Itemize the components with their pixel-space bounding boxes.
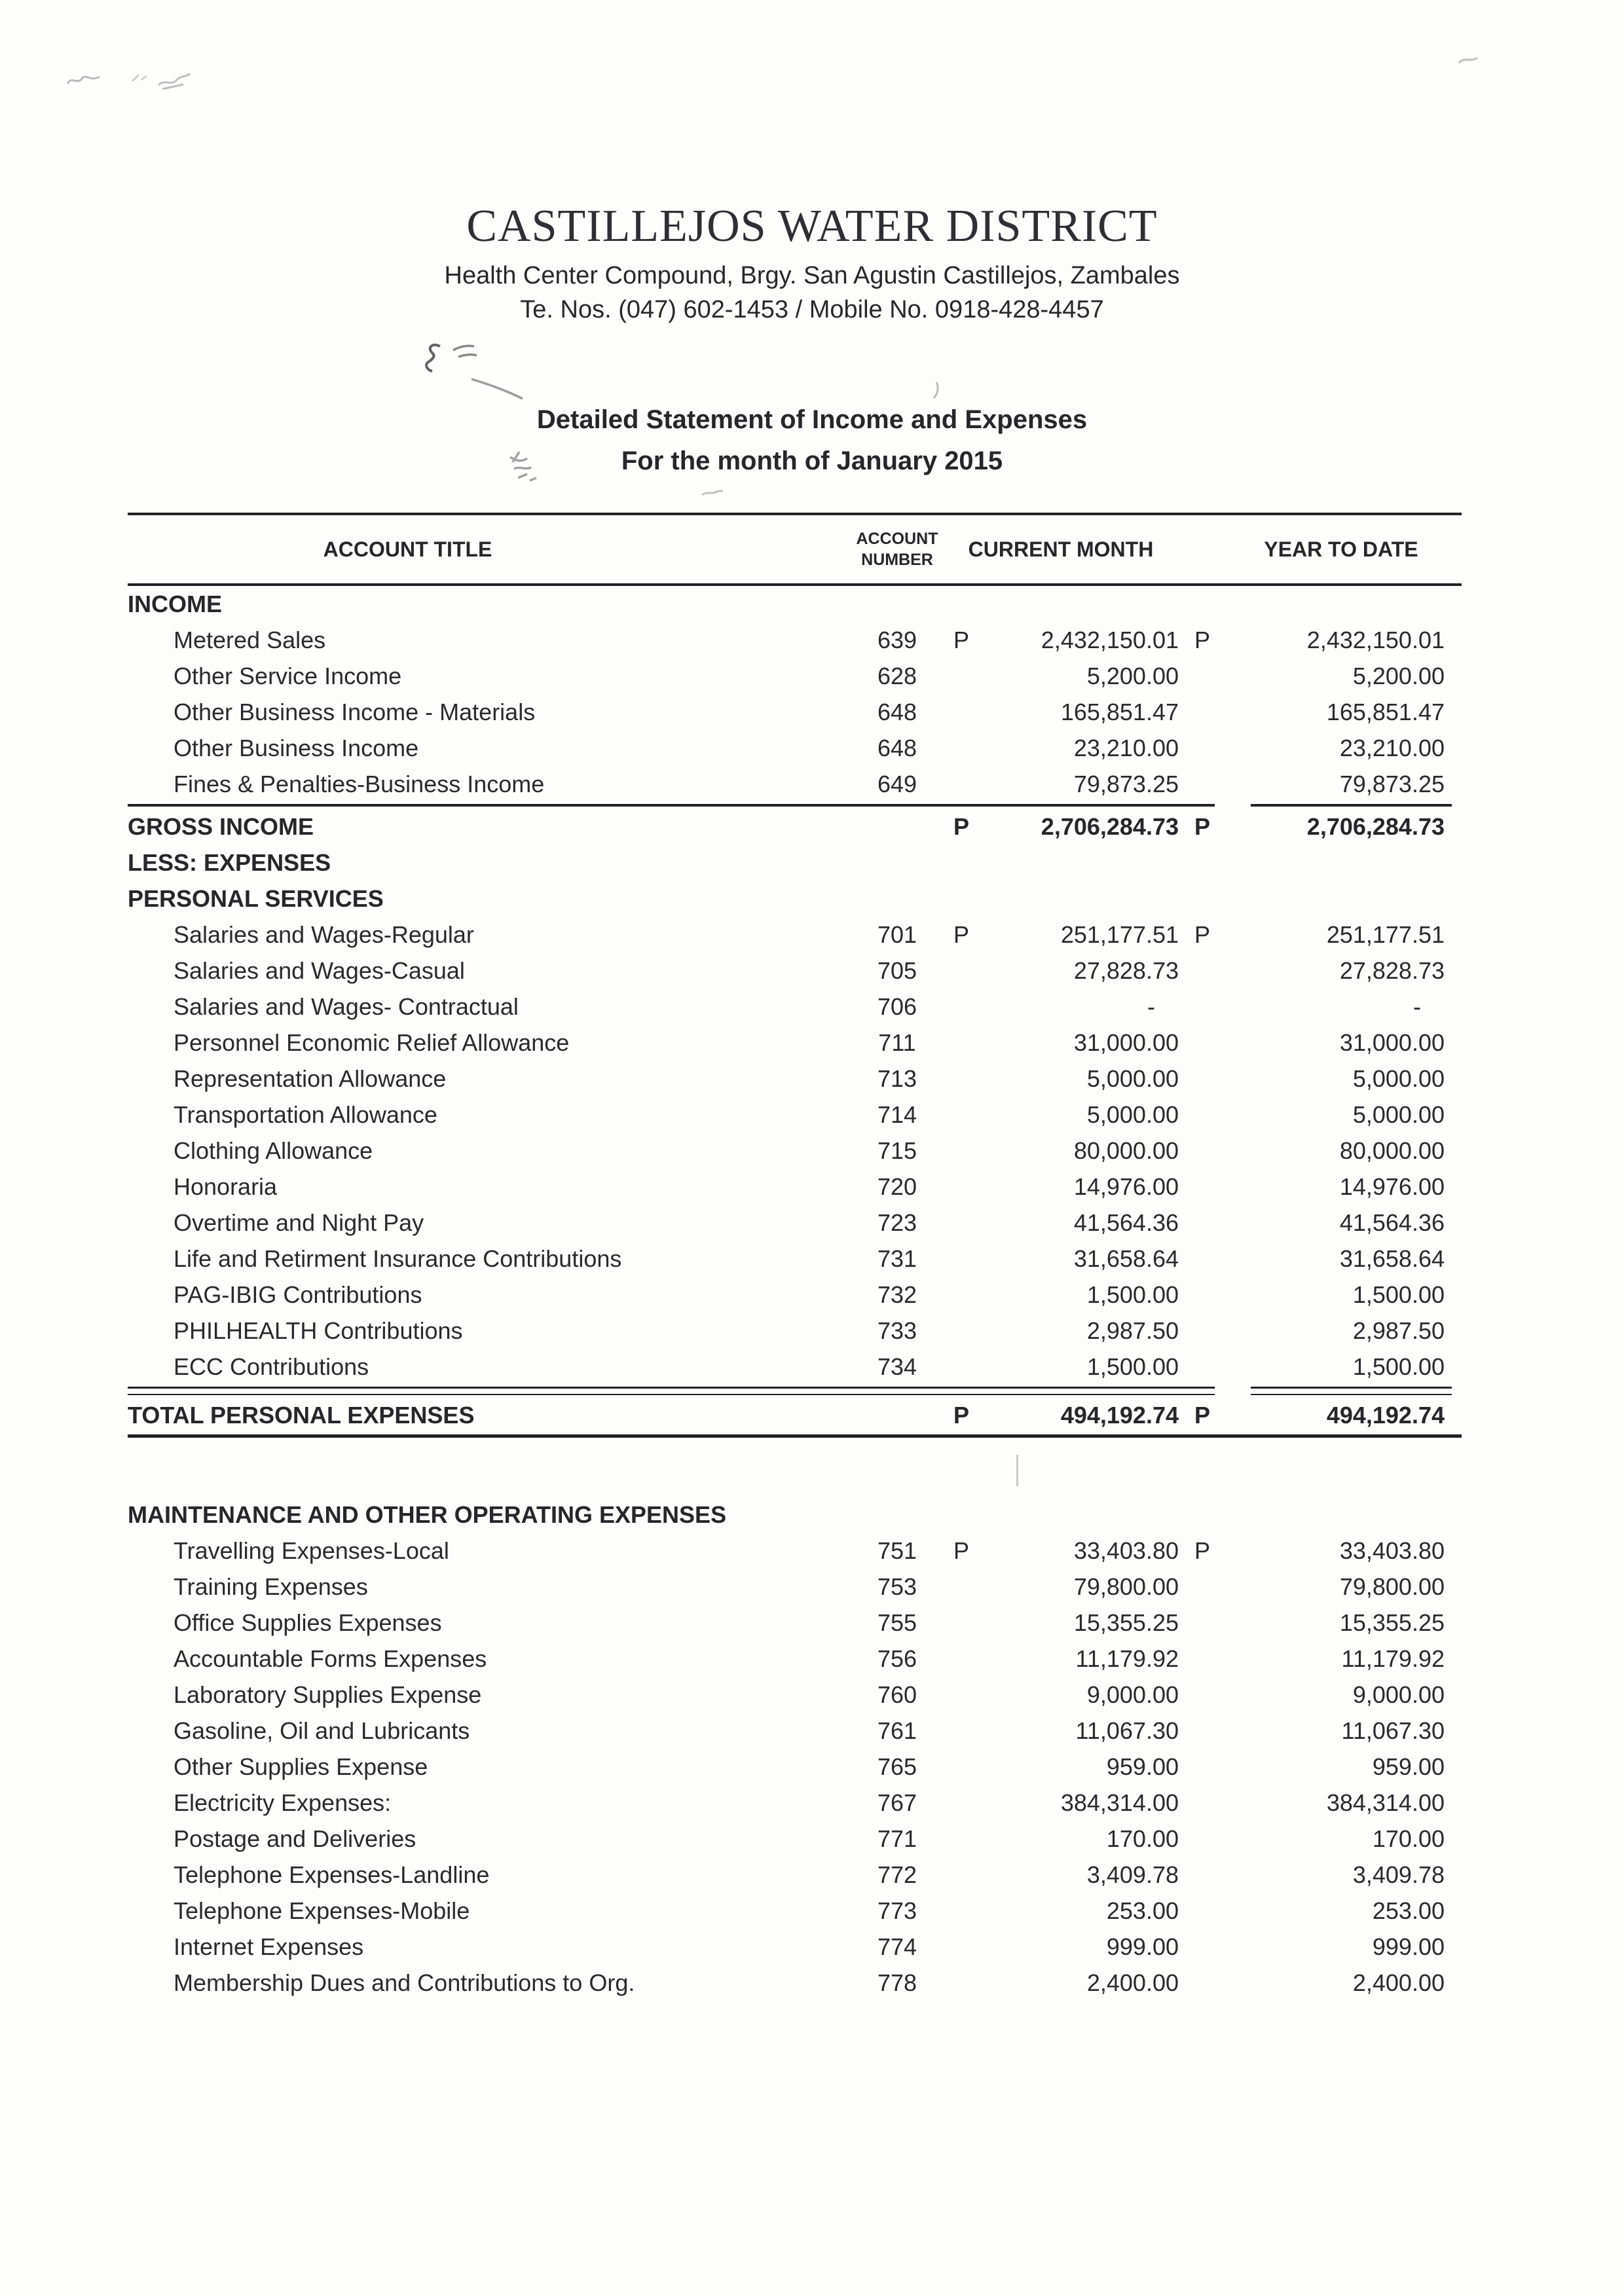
table-row	[128, 1061, 1462, 1097]
account-title-cell: Office Supplies Expenses	[174, 1609, 442, 1636]
account-number-cell: 734	[877, 1353, 917, 1380]
year-to-date-cell: 5,000.00	[1352, 1101, 1445, 1128]
pen-mark	[419, 337, 563, 409]
year-to-date-cell: 2,706,284.73	[1306, 812, 1445, 840]
account-number-cell: 772	[877, 1861, 917, 1888]
year-to-date-cell: 5,000.00	[1352, 1065, 1445, 1092]
section-label: LESS: EXPENSES	[128, 849, 331, 876]
table-spacer	[128, 1438, 1462, 1497]
year-to-date-cell: 11,179.92	[1341, 1645, 1445, 1672]
account-number-cell: 760	[877, 1681, 917, 1708]
account-number-cell: 732	[877, 1281, 917, 1308]
pencil-mark	[1455, 51, 1492, 71]
current-month-cell: 253.00	[1106, 1897, 1179, 1924]
account-number-cell: 720	[877, 1173, 917, 1200]
year-to-date-cell: 9,000.00	[1352, 1681, 1445, 1708]
current-month-cell: 5,000.00	[1086, 1065, 1179, 1092]
account-title-cell: Life and Retirment Insurance Contributions	[174, 1245, 622, 1272]
table-row	[128, 622, 1462, 658]
account-number-cell: 648	[877, 734, 917, 761]
account-number-cell: 706	[877, 993, 917, 1020]
account-number-cell: 733	[877, 1317, 917, 1344]
current-month-cell: 27,828.73	[1073, 957, 1179, 984]
account-number-cell: 711	[878, 1029, 916, 1056]
current-month-cell: 9,000.00	[1086, 1681, 1179, 1708]
current-month-header: CURRENT MONTH	[968, 537, 1154, 561]
current-month-cell: 33,403.80	[1073, 1537, 1179, 1564]
table-row	[128, 1349, 1462, 1385]
current-month-cell: 41,564.36	[1073, 1209, 1179, 1236]
current-month-cell: 11,067.30	[1075, 1717, 1179, 1744]
current-month-cell: 23,210.00	[1073, 734, 1179, 761]
account-title-cell: Training Expenses	[174, 1573, 368, 1600]
table-row	[128, 1785, 1462, 1821]
year-to-date-cell: 2,987.50	[1352, 1317, 1445, 1344]
year-to-date-cell: 23,210.00	[1339, 734, 1445, 761]
account-title-cell: Postage and Deliveries	[174, 1825, 416, 1852]
peso-sign: P	[953, 1537, 970, 1564]
account-number-cell: 639	[877, 626, 917, 653]
year-to-date-cell: -	[1413, 993, 1421, 1020]
current-month-cell: 79,800.00	[1073, 1573, 1179, 1600]
year-to-date-cell: 15,355.25	[1339, 1609, 1445, 1636]
current-month-cell: 14,976.00	[1073, 1173, 1179, 1200]
account-number-cell: 715	[877, 1137, 917, 1164]
peso-sign: P	[953, 812, 970, 840]
peso-sign: P	[953, 920, 970, 948]
year-to-date-cell: 170.00	[1372, 1825, 1445, 1852]
account-title-cell: Salaries and Wages-Regular	[174, 920, 474, 948]
year-to-date-cell: 1,500.00	[1352, 1353, 1445, 1380]
account-number-cell: 648	[877, 698, 917, 725]
account-title-cell: Other Business Income	[174, 734, 419, 761]
peso-sign: P	[953, 1401, 970, 1429]
table-row	[128, 1097, 1462, 1133]
rule-segment	[128, 804, 1215, 807]
table-row	[128, 1241, 1462, 1277]
table-row	[128, 1025, 1462, 1061]
gross-income-row	[128, 809, 1462, 845]
table-row	[128, 1821, 1462, 1857]
total-personal-expenses-row	[128, 1397, 1462, 1433]
year-to-date-cell: 80,000.00	[1339, 1137, 1445, 1164]
year-to-date-cell: 1,500.00	[1352, 1281, 1445, 1308]
account-title-cell: Gasoline, Oil and Lubricants	[174, 1717, 470, 1744]
section-row-mooe	[128, 1497, 1462, 1533]
income-expense-table	[128, 513, 1462, 2001]
rule-segment	[128, 1387, 1215, 1395]
current-month-cell: 2,400.00	[1086, 1969, 1179, 1996]
personal-services-rows	[128, 917, 1462, 1385]
current-month-cell: 494,192.74	[1060, 1401, 1179, 1429]
table-row	[128, 1965, 1462, 2001]
account-title-cell: Representation Allowance	[174, 1065, 447, 1092]
table-row	[128, 1713, 1462, 1749]
peso-sign: P	[1194, 1537, 1210, 1564]
account-title-cell: Electricity Expenses:	[174, 1789, 392, 1816]
year-to-date-cell: 5,200.00	[1352, 662, 1445, 689]
year-to-date-cell: 384,314.00	[1326, 1789, 1445, 1816]
table-header-row	[128, 513, 1462, 586]
peso-sign: P	[1194, 920, 1210, 948]
account-title-cell: Personnel Economic Relief Allowance	[174, 1029, 570, 1056]
account-title-cell: Travelling Expenses-Local	[174, 1537, 449, 1564]
table-row	[128, 1677, 1462, 1713]
organization-contact: Te. Nos. (047) 602-1453 / Mobile No. 0918-428-4457	[520, 295, 1104, 323]
account-title-cell: Accountable Forms Expenses	[174, 1645, 487, 1672]
peso-sign: P	[1194, 812, 1210, 840]
table-row	[128, 694, 1462, 730]
account-number-cell: 767	[877, 1789, 917, 1816]
scan-artifact	[931, 380, 951, 403]
table-row	[128, 730, 1462, 766]
year-to-date-header: YEAR TO DATE	[1264, 537, 1418, 561]
table-row	[128, 1533, 1462, 1569]
statement-title: Detailed Statement of Income and Expenses	[536, 405, 1088, 434]
account-number-header	[851, 528, 943, 571]
peso-sign: P	[953, 626, 970, 653]
income-rows	[128, 622, 1462, 802]
account-number-cell: 723	[877, 1209, 917, 1236]
account-number-cell: 628	[877, 662, 917, 689]
account-title-header: ACCOUNT TITLE	[323, 537, 492, 561]
current-month-cell: 79,873.25	[1073, 770, 1179, 797]
table-rule	[128, 1387, 1462, 1395]
rule-segment	[1251, 804, 1452, 807]
account-title-cell: Internet Expenses	[174, 1933, 364, 1960]
mooe-rows	[128, 1533, 1462, 2001]
year-to-date-cell: 2,400.00	[1352, 1969, 1445, 1996]
table-row	[128, 989, 1462, 1025]
organization-name: CASTILLEJOS WATER DISTRICT	[466, 201, 1158, 251]
table-row	[128, 1893, 1462, 1929]
table-row	[128, 658, 1462, 694]
year-to-date-cell: 494,192.74	[1326, 1401, 1445, 1429]
year-to-date-cell: 41,564.36	[1339, 1209, 1445, 1236]
table-row	[128, 1605, 1462, 1641]
section-label: MAINTENANCE AND OTHER OPERATING EXPENSES	[128, 1501, 727, 1528]
year-to-date-cell: 31,000.00	[1339, 1029, 1445, 1056]
account-number-cell: 751	[877, 1537, 917, 1564]
organization-address: Health Center Compound, Brgy. San Agustin Castillejos, Zambales	[444, 261, 1180, 289]
account-number-cell: 713	[877, 1065, 917, 1092]
account-title-cell: Salaries and Wages- Contractual	[174, 993, 519, 1020]
account-number-cell: 778	[877, 1969, 917, 1996]
account-number-cell: 731	[877, 1245, 917, 1272]
current-month-cell: 15,355.25	[1073, 1609, 1179, 1636]
year-to-date-cell: 33,403.80	[1339, 1537, 1445, 1564]
statement-title-block	[0, 405, 1624, 476]
current-month-cell: 384,314.00	[1060, 1789, 1179, 1816]
year-to-date-cell: 2,432,150.01	[1306, 626, 1445, 653]
year-to-date-cell: 165,851.47	[1326, 698, 1445, 725]
year-to-date-cell: 31,658.64	[1339, 1245, 1445, 1272]
table-row	[128, 953, 1462, 989]
account-number-cell: 705	[877, 957, 917, 984]
account-number-cell: 756	[877, 1645, 917, 1672]
account-title-cell: Membership Dues and Contributions to Org.	[174, 1969, 635, 1996]
account-title-cell: Salaries and Wages-Casual	[174, 957, 465, 984]
section-label: PERSONAL SERVICES	[128, 885, 384, 912]
current-month-cell: 170.00	[1106, 1825, 1179, 1852]
table-row	[128, 1569, 1462, 1605]
year-to-date-cell: 251,177.51	[1326, 920, 1445, 948]
account-title-cell: TOTAL PERSONAL EXPENSES	[128, 1401, 475, 1429]
table-row	[128, 1169, 1462, 1205]
account-number-header-line1: ACCOUNT	[856, 529, 938, 548]
account-number-cell: 701	[877, 920, 917, 948]
account-number-cell: 773	[877, 1897, 917, 1924]
current-month-cell: -	[1147, 993, 1155, 1020]
account-title-cell: Honoraria	[174, 1173, 278, 1200]
account-title-cell: GROSS INCOME	[128, 812, 314, 840]
current-month-cell: 80,000.00	[1073, 1137, 1179, 1164]
section-row-income	[128, 586, 1462, 622]
section-row-personal-services	[128, 881, 1462, 917]
statement-period: For the month of January 2015	[621, 446, 1003, 475]
account-number-cell: 755	[877, 1609, 917, 1636]
smudge-mark	[507, 446, 553, 492]
account-number-cell: 714	[877, 1101, 917, 1128]
section-row-less-expenses	[128, 845, 1462, 881]
pencil-mark	[128, 71, 152, 86]
account-title-cell: Other Supplies Expense	[174, 1753, 428, 1780]
current-month-cell: 165,851.47	[1060, 698, 1179, 725]
account-title-cell: Other Business Income - Materials	[174, 698, 536, 725]
account-title-cell: Other Service Income	[174, 662, 402, 689]
account-title-cell: Telephone Expenses-Mobile	[174, 1897, 470, 1924]
pencil-mark	[155, 67, 195, 94]
scan-artifact	[699, 484, 728, 501]
pencil-mark	[64, 67, 105, 91]
year-to-date-cell: 79,873.25	[1339, 770, 1445, 797]
year-to-date-cell: 959.00	[1372, 1753, 1445, 1780]
table-row	[128, 1929, 1462, 1965]
account-number-cell: 774	[877, 1933, 917, 1960]
account-number-cell: 765	[877, 1753, 917, 1780]
current-month-cell: 2,706,284.73	[1041, 812, 1179, 840]
year-to-date-cell: 14,976.00	[1339, 1173, 1445, 1200]
rule-segment	[1251, 1387, 1452, 1395]
account-title-cell: Clothing Allowance	[174, 1137, 373, 1164]
current-month-cell: 31,658.64	[1073, 1245, 1179, 1272]
current-month-cell: 2,432,150.01	[1041, 626, 1179, 653]
table-row	[128, 1277, 1462, 1313]
year-to-date-cell: 999.00	[1372, 1933, 1445, 1960]
table-row	[128, 1857, 1462, 1893]
table-row	[128, 1749, 1462, 1785]
year-to-date-cell: 3,409.78	[1352, 1861, 1445, 1888]
year-to-date-cell: 27,828.73	[1339, 957, 1445, 984]
year-to-date-cell: 79,800.00	[1339, 1573, 1445, 1600]
current-month-cell: 11,179.92	[1075, 1645, 1179, 1672]
table-row	[128, 1641, 1462, 1677]
year-to-date-cell: 11,067.30	[1341, 1717, 1445, 1744]
current-month-cell: 3,409.78	[1086, 1861, 1179, 1888]
account-title-cell: ECC Contributions	[174, 1353, 369, 1380]
current-month-cell: 959.00	[1106, 1753, 1179, 1780]
account-number-header-line2: NUMBER	[861, 551, 933, 569]
table-row	[128, 1205, 1462, 1241]
current-month-cell: 1,500.00	[1086, 1281, 1179, 1308]
table-row	[128, 1313, 1462, 1349]
current-month-cell: 251,177.51	[1060, 920, 1179, 948]
current-month-cell: 5,200.00	[1086, 662, 1179, 689]
account-title-cell: Overtime and Night Pay	[174, 1209, 424, 1236]
table-row	[128, 917, 1462, 953]
account-number-cell: 649	[877, 770, 917, 797]
peso-sign: P	[1194, 626, 1210, 653]
account-number-cell: 753	[877, 1573, 917, 1600]
current-month-cell: 1,500.00	[1086, 1353, 1179, 1380]
account-title-cell: Transportation Allowance	[174, 1101, 437, 1128]
table-row	[128, 1133, 1462, 1169]
document-header	[0, 0, 1624, 324]
table-row	[128, 766, 1462, 802]
account-title-cell: Fines & Penalties-Business Income	[174, 770, 545, 797]
current-month-cell: 5,000.00	[1086, 1101, 1179, 1128]
peso-sign: P	[1194, 1401, 1210, 1429]
year-to-date-cell: 253.00	[1372, 1897, 1445, 1924]
account-title-cell: PAG-IBIG Contributions	[174, 1281, 422, 1308]
account-title-cell: PHILHEALTH Contributions	[174, 1317, 463, 1344]
current-month-cell: 999.00	[1106, 1933, 1179, 1960]
section-label: INCOME	[128, 591, 222, 617]
account-number-cell: 761	[877, 1717, 917, 1744]
account-number-cell: 771	[877, 1825, 917, 1852]
account-title-cell: Laboratory Supplies Expense	[174, 1681, 482, 1708]
account-title-cell: Metered Sales	[174, 626, 326, 653]
current-month-cell: 31,000.00	[1073, 1029, 1179, 1056]
current-month-cell: 2,987.50	[1086, 1317, 1179, 1344]
account-title-cell: Telephone Expenses-Landline	[174, 1861, 490, 1888]
table-rule	[128, 804, 1462, 807]
